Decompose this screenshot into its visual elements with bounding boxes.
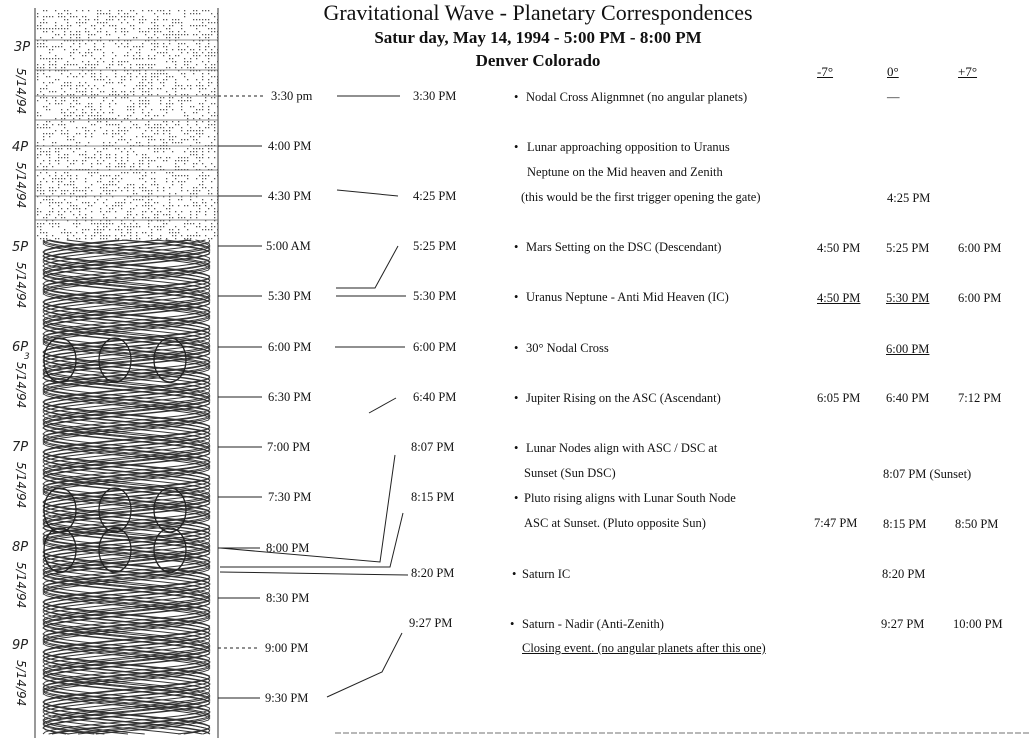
event-time: 6:40 PM [413, 390, 457, 404]
offset-zero: 8:15 PM [883, 517, 927, 531]
wave-time: 9:00 PM [265, 641, 309, 655]
connector-line [337, 190, 398, 196]
location-heading: Denver Colorado [475, 51, 601, 70]
wave-time: 8:30 PM [266, 591, 310, 605]
strip-date-label: 5/14/94 [14, 162, 28, 209]
event-time: 8:15 PM [411, 490, 455, 504]
wave-time: 5:30 PM [268, 289, 312, 303]
page-title: Gravitational Wave - Planetary Correspondences [323, 0, 753, 25]
event-description: Nodal Cross Alignmnet (no angular planets) [526, 90, 748, 104]
bullet: • [514, 140, 519, 154]
offset-zero: 6:40 PM [886, 391, 930, 405]
bullet: • [514, 441, 519, 455]
bullet: • [514, 341, 519, 355]
offset-zero: — [887, 90, 900, 104]
strip-date-label: 5/14/94 [14, 262, 28, 309]
column-header-minus7: -7° [817, 64, 834, 79]
event-time: 8:07 PM [411, 440, 455, 454]
connector-line [220, 572, 408, 575]
event-time: 6:00 PM [413, 340, 457, 354]
offset-minus7: 6:05 PM [817, 391, 861, 405]
offset-zero: 5:30 PM [886, 291, 930, 305]
strip-date-label: 5/14/94 [14, 562, 28, 609]
bullet: • [512, 567, 517, 581]
wave-time: 6:00 PM [268, 340, 312, 354]
strip-date-label: 5/14/94 [14, 68, 28, 115]
event-description: Pluto rising aligns with Lunar South Node [524, 491, 736, 505]
strip-hour-label: 8P [12, 540, 29, 555]
bullet: • [514, 391, 519, 405]
event-description: Closing event. (no angular planets after this one) [522, 641, 766, 655]
offset-zero: 4:25 PM [887, 191, 931, 205]
column-header-plus7: +7° [958, 64, 978, 79]
offset-zero: 5:25 PM [886, 241, 930, 255]
wave-time: 3:30 pm [271, 89, 313, 103]
wave-time: 6:30 PM [268, 390, 312, 404]
column-header-zero: 0° [887, 64, 899, 79]
wave-time: 7:00 PM [267, 440, 311, 454]
event-description: Lunar Nodes align with ASC / DSC at [526, 441, 718, 455]
bullet: • [514, 90, 519, 104]
offset-plus7: 10:00 PM [953, 617, 1003, 631]
strip-hour-label: 9P [12, 638, 29, 653]
event-description: Lunar approaching opposition to Uranus [527, 140, 730, 154]
strip-note: 3 [24, 352, 30, 362]
event-description: 30° Nodal Cross [526, 341, 609, 355]
strip-hour-label: 6P [12, 340, 29, 355]
bullet: • [514, 240, 519, 254]
offset-minus7: 4:50 PM [817, 291, 861, 305]
offset-zero: 6:00 PM [886, 342, 930, 356]
strip-hour-label: 7P [12, 440, 29, 455]
strip-date-label: 5/14/94 [14, 362, 28, 409]
event-description: Saturn IC [522, 567, 571, 581]
offset-minus7: 7:47 PM [814, 516, 858, 530]
connector-line [336, 246, 398, 288]
event-description: Mars Setting on the DSC (Descendant) [526, 240, 722, 254]
wave-time: 9:30 PM [265, 691, 309, 705]
wave-time: 8:00 PM [266, 541, 310, 555]
offset-plus7: 8:50 PM [955, 517, 999, 531]
event-description: Sunset (Sun DSC) [524, 466, 616, 480]
wave-time: 4:00 PM [268, 139, 312, 153]
offset-minus7: 9:27 PM [881, 617, 925, 631]
strip-date-label: 5/14/94 [14, 462, 28, 509]
connector-line [220, 513, 403, 567]
wave-time: 5:00 AM [266, 239, 311, 253]
strip-hour-label: 5P [12, 240, 29, 255]
event-time: 5:30 PM [413, 289, 457, 303]
offset-plus7: 7:12 PM [958, 391, 1002, 405]
event-description: Saturn - Nadir (Anti-Zenith) [522, 617, 664, 631]
event-description: Neptune on the Mid heaven and Zenith [527, 165, 723, 179]
offset-plus7: 6:00 PM [958, 291, 1002, 305]
event-time: 5:25 PM [413, 239, 457, 253]
wave-time: 7:30 PM [268, 490, 312, 504]
page-subtitle: Satur day, May 14, 1994 - 5:00 PM - 8:00 PM [374, 28, 702, 47]
bullet: • [514, 290, 519, 304]
offset-zero: 8:07 PM (Sunset) [883, 467, 972, 481]
strip-hour-label: 3P [14, 40, 31, 55]
strip-date-label: 5/14/94 [14, 660, 28, 707]
bullet: • [510, 617, 515, 631]
bullet: • [514, 491, 519, 505]
strip-hour-label: 4P [12, 140, 29, 155]
offset-zero: 8:20 PM [882, 567, 926, 581]
event-time: 3:30 PM [413, 89, 457, 103]
event-time: 8:20 PM [411, 566, 455, 580]
offset-plus7: 6:00 PM [958, 241, 1002, 255]
wave-time: 4:30 PM [268, 189, 312, 203]
event-description: (this would be the first trigger opening the gate) [521, 190, 761, 204]
strip-noise [37, 10, 218, 239]
offset-minus7: 4:50 PM [817, 241, 861, 255]
event-time: 4:25 PM [413, 189, 457, 203]
event-description: ASC at Sunset. (Pluto opposite Sun) [524, 516, 706, 530]
event-time: 9:27 PM [409, 616, 453, 630]
connector-line [369, 398, 396, 413]
connector-line [327, 633, 402, 697]
event-description: Jupiter Rising on the ASC (Ascendant) [526, 391, 721, 405]
wave-lattice [43, 240, 210, 734]
event-description: Uranus Neptune - Anti Mid Heaven (IC) [526, 290, 729, 304]
